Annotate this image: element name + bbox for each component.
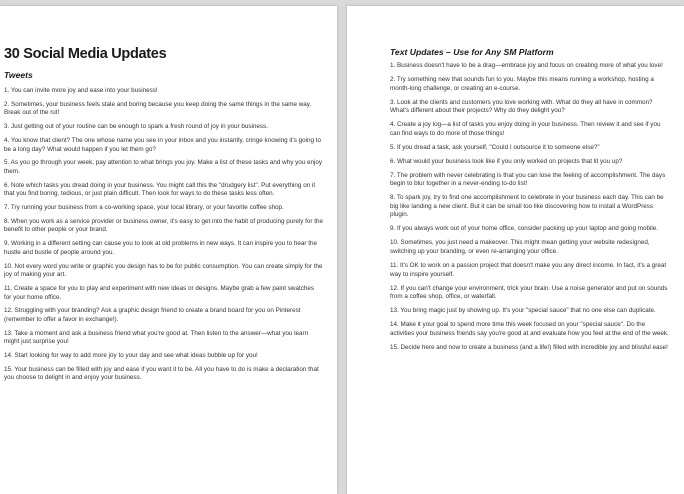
list-item: 2. Sometimes, your business feels stale and boring because you keep doing the same things in the same way. Break out of the rut! — [4, 100, 312, 117]
list-item: 14. Start looking for way to add more joy to your day and see what ideas bubble up for you! — [4, 352, 258, 360]
list-item: 13. You bring magic just by showing up. It's your "special sauce" that no one else can duplicate. — [390, 307, 656, 315]
list-item: 3. Just getting out of your routine can be enough to spark a fresh round of joy in your business. — [4, 123, 268, 131]
list-item: 11. Create a space for you to play and experiment with new ideas or designs. Maybe grab a few paint swatches for your home office. — [4, 284, 315, 301]
list-item: 1. You can invite more joy and ease into your business! — [4, 87, 158, 94]
list-item: 12. If you can't change your environment, trick your brain. Use a noise generator and put on sounds from a coffee shop, office, or waterfall. — [390, 284, 668, 301]
tweet-list — [4, 87, 323, 383]
list-item: 10. Not every word you write or graphic you design has to be for public consumption. You can create simply for the joy of making your art. — [4, 262, 323, 279]
list-item: 15. Decide here and now to create a business (and a life!) filled with incredible joy and blissful ease! — [390, 343, 668, 351]
document-title: 30 Social Media Updates — [4, 46, 167, 62]
list-item: 15. Your business can be filled with joy and ease if you want it to be. All you have to do is make a declaration that you choose to delight in and enjoy your business. — [4, 365, 319, 382]
document-page-right — [347, 6, 684, 494]
list-item: 7. Try running your business from a co-working space, your local library, or your favorite coffee shop. — [4, 204, 284, 212]
section-title-tweets: Tweets — [4, 70, 33, 80]
list-item: 4. Create a joy log—a list of tasks you enjoy doing in your business. Then review it and see if you can find ways to do more of those things! — [390, 121, 661, 137]
list-item: 5. If you dread a task, ask yourself, "Could I outsource it to someone else?" — [390, 143, 600, 151]
document-page-left — [0, 6, 337, 494]
list-item: 3. Look at the clients and customers you love working with. What do they all have in common? What's different about their projects? Why do they delight you? — [390, 98, 653, 115]
list-item: 10. Sometimes, you just need a makeover. This might mean getting your website redesigned, switching up your branding, or even re-arranging your office. — [390, 239, 650, 256]
list-item: 4. You know that client? The one whose name you see in your inbox and you instantly, cringe knowing it's going to be a long day? What would happen if you let them go? — [4, 136, 322, 153]
list-item: 8. To spark joy, try to find one accomplishment to celebrate in your business each day. This can be big like landing a new client. But it can be small too like discovering how to install a WordPress plugin. — [390, 194, 664, 219]
list-item: 11. It's OK to work on a passion project that doesn't make you any direct income. In fact, it's a great way to inspire yourself. — [390, 262, 667, 278]
list-item: 13. Take a moment and ask a business friend what you're good at. Then listen to the answer—what you learn might just surprise you! — [4, 329, 309, 346]
list-item: 9. If you always work out of your home office, consider packing up your laptop and going mobile. — [390, 225, 659, 233]
list-item: 9. Working in a different setting can cause you to look at old problems in new ways. It can inspire you to hear the hustle and bustle of people around you. — [4, 240, 318, 256]
list-item: 7. The problem with never celebrating is that you can lose the feeling of accomplishment. The days begin to blur together in a never-ending to-do list! — [390, 171, 666, 188]
list-item: 14. Make it your goal to spend more time this week focused on your "special sauce". Do the activities your business friends say you're good at and evaluate how you feel at the end of the week. — [390, 321, 669, 337]
text-update-list — [390, 62, 670, 352]
list-item: 6. Note which tasks you dread doing in your business. You might call this the "drudgery list". Put everything on it that you find boring, tedious, or just plain difficult. Then look for ways to do these tasks less often. — [4, 181, 316, 198]
list-item: 5. As you go through your week, pay attention to what brings you joy. Make a list of these tasks and why you enjoy them. — [4, 159, 323, 175]
list-item: 12. Struggling with your branding? Ask a graphic design friend to create a brand board for you on Pinterest (remember to offer a favor in exchange!). — [4, 307, 301, 323]
list-item: 2. Try something new that sounds fun to you. Maybe this means running a workshop, hosting a month-long challenge, or creating an e-course. — [390, 75, 654, 92]
list-item: 8. When you work as a service provider or business owner, it's easy to get into the habit of producing purely for the benefit to other people or your brand. — [4, 217, 324, 234]
section-title-text-updates: Text Updates – Use for Any SM Platform — [390, 47, 554, 57]
list-item: 1. Business doesn't have to be a drag—embrace joy and focus on creating more of what you love! — [390, 62, 663, 69]
list-item: 6. What would your business look like if you only worked on projects that lit you up? — [390, 157, 623, 165]
